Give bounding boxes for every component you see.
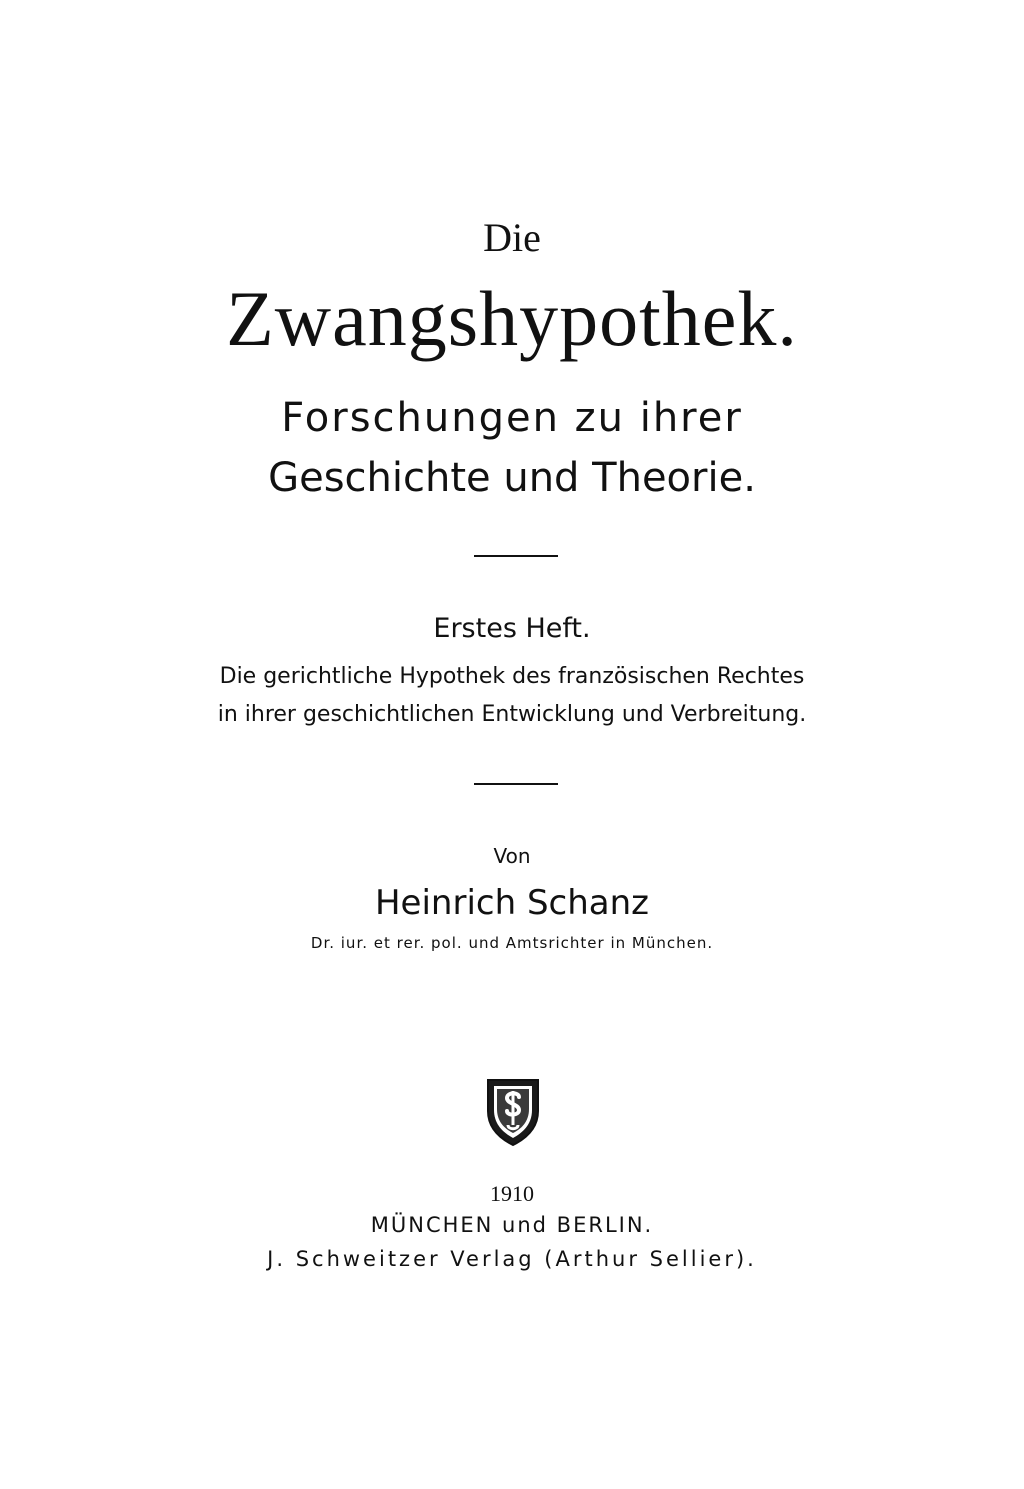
divider-rule-2 [474, 783, 558, 785]
author-name: Heinrich Schanz [374, 883, 649, 923]
publisher-shield-emblem-icon [485, 1077, 541, 1147]
volume-subtitle-line-1: Die gerichtliche Hypothek des französischen Rechtes [219, 664, 805, 689]
volume-subtitle-line-2: in ihrer geschichtlichen Entwicklung und Verbreitung. [217, 702, 807, 727]
divider-rule-1 [474, 555, 558, 557]
subtitle-line-1: Forschungen zu ihrer [281, 395, 743, 441]
subtitle-line-2: Geschichte und Theorie. [268, 455, 756, 501]
publication-cities: MÜNCHEN und BERLIN. [370, 1213, 654, 1237]
publisher-name: J. Schweitzer Verlag (Arthur Sellier). [267, 1247, 757, 1271]
publication-year: 1910 [490, 1181, 534, 1206]
volume-heading: Erstes Heft. [433, 613, 591, 644]
by-label: Von [493, 844, 531, 868]
book-title: Zwangshypothek. [226, 275, 798, 362]
author-credentials: Dr. iur. et rer. pol. und Amtsrichter in München. [310, 934, 714, 952]
title-article: Die [483, 215, 541, 260]
